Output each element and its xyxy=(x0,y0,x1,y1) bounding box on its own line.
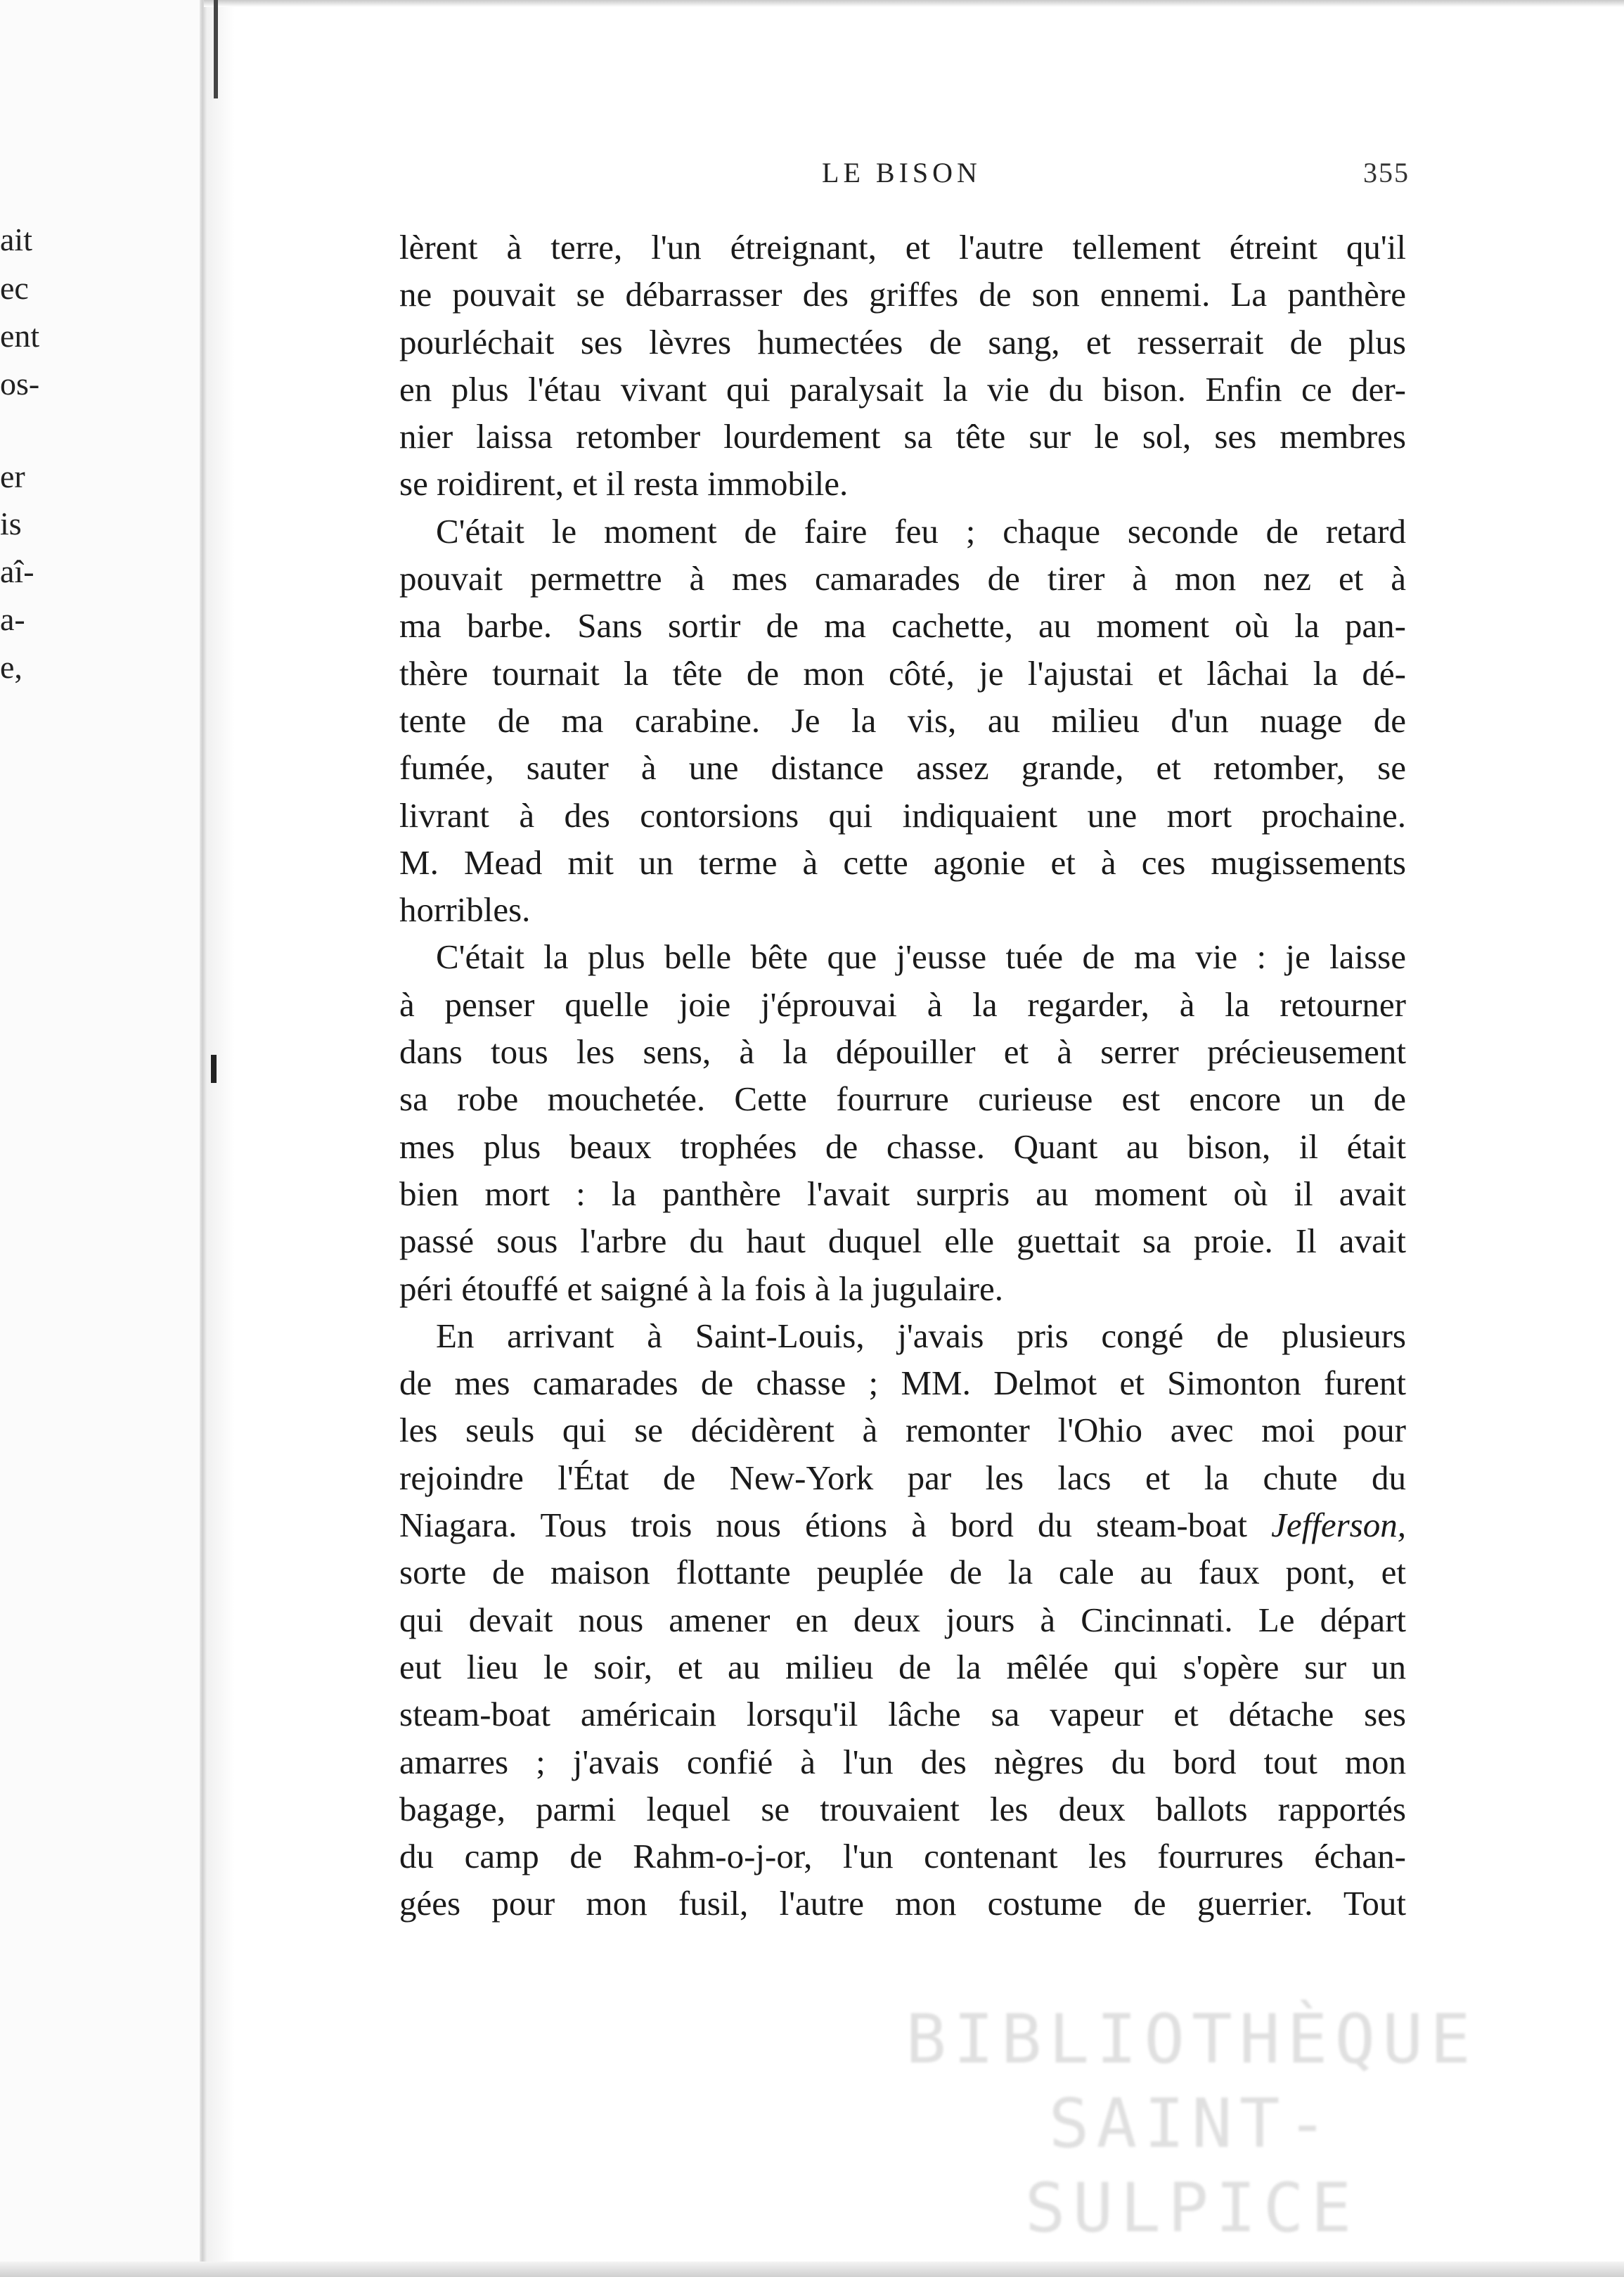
text-line: à penser quelle joie j'éprouvai à la regarder, à la retourner xyxy=(399,984,1406,1024)
text-line: sorte de maison flottante peuplée de la cale au faux pont, et xyxy=(399,1553,1406,1592)
text-line: rejoindre l'État de New-York par les lacs et la chute du xyxy=(399,1458,1406,1497)
facing-page-fragment: e, xyxy=(0,649,22,685)
facing-page-fragment: ent xyxy=(0,318,40,354)
gutter-shadow xyxy=(207,0,235,2277)
text-line: du camp de Rahm-o-j-or, l'un contenant les fourrures échan- xyxy=(399,1837,1406,1876)
text-line: livrant à des contorsions qui indiquaient une mort prochaine. xyxy=(399,795,1406,835)
text-line-prefix: Niagara. Tous trois nous étions à bord du steam-boat xyxy=(399,1506,1248,1545)
text-line: ne pouvait se débarrasser des griffes de son ennemi. La panthère xyxy=(399,275,1406,314)
library-stamp xyxy=(893,1997,1490,2250)
text-line: qui devait nous amener en deux jours à Cincinnati. Le départ xyxy=(399,1600,1406,1639)
text-line: bien mort : la panthère l'avait surpris au moment où il avait xyxy=(399,1174,1406,1213)
text-line: en plus l'étau vivant qui paralysait la vie du bison. Enfin ce der- xyxy=(399,369,1406,409)
facing-page-fragment: er xyxy=(0,458,25,494)
text-line: mes plus beaux trophées de chasse. Quant au bison, il était xyxy=(399,1127,1406,1166)
text-line: amarres ; j'avais confié à l'un des nègres du bord tout mon xyxy=(399,1742,1406,1781)
text-line: les seuls qui se décidèrent à remonter l'Ohio avec moi pour xyxy=(399,1411,1406,1450)
binding-mark xyxy=(214,0,218,98)
text-line: C'était le moment de faire feu ; chaque seconde de retard xyxy=(436,511,1406,551)
text-line: passé sous l'arbre du haut duquel elle guettait sa proie. Il avait xyxy=(399,1221,1406,1261)
ship-name: Jefferson, xyxy=(1271,1506,1406,1545)
page-gutter xyxy=(200,0,207,2277)
page-top-edge xyxy=(204,0,1624,7)
text-line: C'était la plus belle bête que j'eusse tuée de ma vie : je laisse xyxy=(436,937,1406,977)
facing-page-fragment: ait xyxy=(0,222,32,257)
text-line: steam-boat américain lorsqu'il lâche sa vapeur et détache ses xyxy=(399,1695,1406,1734)
facing-page-fragment: is xyxy=(0,506,22,541)
paragraph-2 xyxy=(399,508,1406,934)
text-line: gées pour mon fusil, l'autre mon costume de guerrier. Tout xyxy=(399,1884,1406,1923)
text-line: se roidirent, et il resta immobile. xyxy=(399,464,849,503)
text-line: de mes camarades de chasse ; MM. Delmot et Simonton furent xyxy=(399,1364,1406,1403)
header-title: LE BISON xyxy=(822,157,981,188)
text-line: fumée, sauter à une distance assez grande, et retomber, se xyxy=(399,748,1406,788)
text-line: lèrent à terre, l'un étreignant, et l'autre tellement étreint qu'il xyxy=(399,228,1406,267)
text-line: sa robe mouchetée. Cette fourrure curieuse est encore un de xyxy=(399,1079,1406,1119)
facing-page-fragment: aî- xyxy=(0,553,34,589)
text-line: En arrivant à Saint-Louis, j'avais pris congé de plusieurs xyxy=(436,1316,1406,1355)
text-line: nier laissa retomber lourdement sa tête sur le sol, ses membres xyxy=(399,417,1406,456)
paragraph-1 xyxy=(399,224,1406,508)
paragraph-3 xyxy=(399,933,1406,1311)
text-line: thère tournait la tête de mon côté, je l'ajustai et lâchai la dé- xyxy=(399,653,1406,693)
stamp-line: SAINT-SULPICE xyxy=(1024,2084,1359,2247)
facing-page-strip xyxy=(0,0,204,2277)
text-line: ma barbe. Sans sortir de ma cachette, au moment où la pan- xyxy=(399,606,1406,646)
binding-mark xyxy=(211,1055,217,1083)
page-body xyxy=(399,224,1406,1928)
facing-page-fragment: ec xyxy=(0,270,29,306)
text-line: pouvait permettre à mes camarades de tirer à mon nez et à xyxy=(399,559,1406,598)
text-line: horribles. xyxy=(399,890,531,930)
paragraph-4 xyxy=(399,1312,1406,1928)
text-line: tente de ma carabine. Je la vis, au milieu d'un nuage de xyxy=(399,700,1406,740)
text-line: dans tous les sens, à la dépouiller et à serrer précieusement xyxy=(399,1032,1406,1072)
text-line-with-italic xyxy=(399,1501,1406,1548)
text-line: eut lieu le soir, et au milieu de la mêlée qui s'opère sur un xyxy=(399,1647,1406,1686)
page-bottom-edge xyxy=(0,2262,1624,2277)
page-number: 355 xyxy=(1363,157,1410,188)
text-line: pourléchait ses lèvres humectées de sang, et resserrait de plus xyxy=(399,322,1406,361)
text-line: M. Mead mit un terme à cette agonie et à ces mugissements xyxy=(399,842,1406,882)
text-line: bagage, parmi lequel se trouvaient les deux ballots rapportés xyxy=(399,1789,1406,1828)
facing-page-fragment: os- xyxy=(0,366,40,402)
text-line: péri étouffé et saigné à la fois à la jugulaire. xyxy=(399,1269,1003,1308)
stamp-line: BIBLIOTHÈQUE xyxy=(906,2000,1478,2079)
facing-page-fragment: a- xyxy=(0,601,25,637)
running-header xyxy=(394,156,1410,198)
